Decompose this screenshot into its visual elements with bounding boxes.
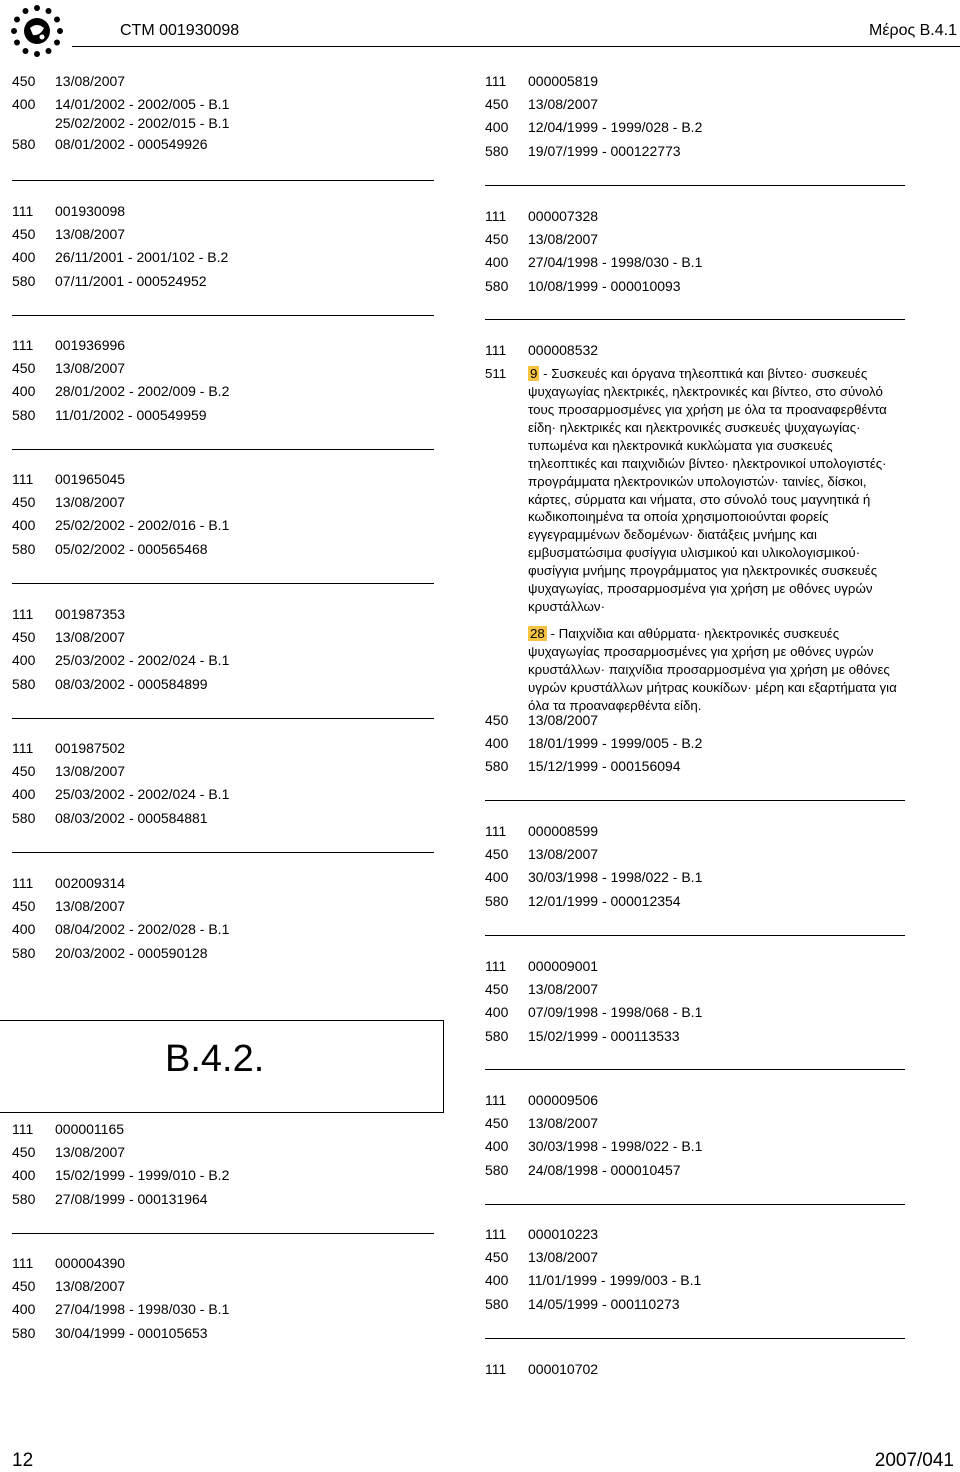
field-code: 450 [12,629,36,646]
section-heading: B.4.2. [165,1038,265,1080]
goods-services-list [485,365,905,723]
field-value: 000007328 [528,208,599,224]
field-code: 580 [12,406,36,423]
field-code: 111 [485,823,507,839]
field-code: 400 [12,652,36,669]
field-value: 002009314 [55,875,126,891]
field-line [485,843,905,866]
field-value: 15/02/1999 - 1999/010 - B.2 [55,1167,230,1184]
field-code: 400 [485,254,509,271]
field-code: 450 [12,1144,36,1161]
field-code: 400 [485,735,509,752]
field-code: 111 [12,606,34,622]
field-code: 111 [485,1361,507,1377]
field-code: 111 [485,73,507,89]
header-divider [72,46,960,47]
field-code: 400 [485,119,509,136]
field-code: 580 [12,1324,36,1341]
field-value: 27/08/1999 - 000131964 [55,1190,208,1207]
field-line [485,1358,905,1381]
field-value: 001930098 [55,203,126,219]
eu-emblem-logo [6,0,68,62]
goods-class-text: - Παιχνίδια και αθύρματα· ηλεκτρονικές συσκευές ψυχαγωγίας προσαρμοσμένες για χρήση με οθόνες υγρών κρυστάλλων· παιχνίδια προσαρμοσμένα για χρήση με οθόνες υγρών κρυστάλλων μήτρας κουκίδων· μέρη και εξαρτήματα για όλα τα προαναφερθέντα είδη. [528,625,897,713]
field-line [485,1001,905,1024]
record-entry [485,1223,905,1316]
section-part-label: Μέρος Β.4.1 [869,22,957,39]
field-line [12,737,434,760]
field-value: 20/03/2002 - 000590128 [55,944,208,961]
field-value: 11/01/2002 - 000549959 [55,406,207,423]
record-entry-continued [485,709,905,779]
field-value: 000005819 [528,73,599,89]
nice-class-badge: 9 [530,366,538,382]
field-code: 400 [485,1004,509,1021]
field-value: 30/03/1998 - 1998/022 - B.1 [528,869,703,886]
field-code: 580 [485,1295,509,1312]
field-value: 000009506 [528,1092,599,1108]
field-code: 580 [12,809,36,826]
field-line [12,1322,434,1345]
field-value: 14/05/1999 - 000110273 [528,1295,680,1312]
field-line [12,918,434,941]
field-code: 580 [485,1027,509,1044]
field-value: 001987502 [55,740,126,756]
field-value: 13/08/2007 [528,1249,599,1266]
field-line [485,1269,905,1292]
field-value: 05/02/2002 - 000565468 [55,540,208,557]
record-entry [485,70,905,163]
field-code: 400 [12,383,36,400]
field-line [12,1164,434,1187]
field-code: 400 [12,249,36,266]
field-code: 400 [485,1138,509,1155]
field-value: 08/04/2002 - 2002/028 - B.1 [55,921,230,938]
field-value: 25/02/2002 - 2002/015 - B.1 [55,115,230,132]
field-code: 111 [12,875,34,891]
field-value: 12/04/1999 - 1999/028 - B.2 [528,119,703,136]
record-entry [12,70,434,157]
field-value: 13/08/2007 [528,96,599,113]
field-code: 400 [12,1167,36,1184]
field-value: 28/01/2002 - 2002/009 - B.2 [55,383,230,400]
field-code: 111 [12,740,34,756]
field-value: 24/08/1998 - 000010457 [528,1161,681,1178]
field-value: 000008532 [528,342,599,358]
field-value: 07/11/2001 - 000524952 [55,272,207,289]
field-value: 30/03/1998 - 1998/022 - B.1 [528,1138,703,1155]
field-code: 580 [485,892,509,909]
field-line [485,205,905,228]
goods-class-paragraph [528,625,905,715]
field-code: 111 [485,958,507,974]
field-code: 400 [12,517,36,534]
field-line [485,1112,905,1135]
field-value: 25/03/2002 - 2002/024 - B.1 [55,786,230,803]
goods-class-text: - Συσκευές και όργανα τηλεοπτικά και βίντεο· συσκευές ψυχαγωγίας ηλεκτρικές, ηλεκτρονικές και βίντεο, στο σύνολό τους προσαρμοσμένες για χρήση με όλα τα προαναφερθέντα είδη· ηλεκτρικές και ηλεκτρονικές συσκευές ψυχαγωγίας· τυπωμένα και ηλεκτρονικά κυκλώματα για συσκευές τηλεοπτικές και παιχνιδιών βίντεο· ηλεκτρονικοί υπολογιστές· προγράμματα ηλεκτρονικών υπολογιστών· ταινίες, δίσκοι, κάρτες, σύρματα και νήματα, στο σύνολό τους μαγνητικά ή κωδικοποιημένα τα οποία χρησιμοποιούνται φορείς εγγεγραμμένων δεδομένων· διατάξεις μνήμης και εμβυσματώσιμα φυσίγγια υλισμικού και υλικολογισμικού· φυσίγγια μνήμης προγράμματος για ηλεκτρονικές συσκευές ψυχαγωγίας, προσαρμοσμένα για χρήση με οθόνες υγρών κρυστάλλων· [528,366,887,614]
field-code: 580 [12,136,36,153]
record-divider [485,185,905,186]
record-entry [485,955,905,1048]
field-code: 111 [485,1226,507,1242]
field-value: 13/08/2007 [55,1144,126,1161]
field-code: 580 [12,272,36,289]
record-entry [485,1358,905,1381]
field-code: 111 [12,471,34,487]
record-divider [485,319,905,320]
field-value: 25/02/2002 - 2002/016 - B.1 [55,517,230,534]
field-code: 400 [12,921,36,938]
field-line [12,133,434,156]
field-code: 580 [12,944,36,961]
field-line [12,468,434,491]
bulletin-issue: 2007/041 [874,1450,954,1471]
field-line [12,1298,434,1321]
field-value: 08/03/2002 - 000584881 [55,809,208,826]
field-line [485,1135,905,1158]
field-value: 13/08/2007 [55,1278,126,1295]
field-value: 13/08/2007 [528,712,599,728]
record-divider [12,718,434,719]
field-line [12,895,434,918]
field-value: 07/09/1998 - 1998/068 - B.1 [528,1004,703,1021]
field-value: 001987353 [55,606,126,622]
field-code [12,114,55,133]
record-entry [485,820,905,913]
field-code: 580 [12,675,36,692]
field-line [12,380,434,403]
record-divider [485,1338,905,1339]
goods-description [528,365,905,723]
field-code: 400 [12,96,36,113]
field-line [12,807,434,830]
field-value: 13/08/2007 [55,629,126,646]
field-line [485,70,905,93]
field-value: 13/08/2007 [55,360,126,377]
field-value: 18/01/1999 - 1999/005 - B.2 [528,735,703,752]
field-value: 13/08/2007 [528,1115,599,1132]
field-line [12,872,434,895]
field-code: 450 [485,1249,509,1266]
field-value: 27/04/1998 - 1998/030 - B.1 [528,254,703,271]
field-code: 580 [12,1190,36,1207]
field-value: 001936996 [55,337,126,353]
record-divider [12,852,434,853]
field-code: 450 [12,898,36,915]
record-divider [485,800,905,801]
record-divider [485,1069,905,1070]
field-code: 450 [12,494,36,511]
field-line [485,251,905,274]
record-entry [12,334,434,427]
field-line [485,116,905,139]
field-code: 111 [12,203,34,219]
field-code: 450 [485,96,509,113]
record-divider [485,1204,905,1205]
field-line [485,1089,905,1112]
field-code: 111 [12,337,34,353]
field-line [485,978,905,1001]
field-code: 580 [12,540,36,557]
field-code: 450 [485,846,509,863]
field-code: 111 [12,1255,34,1271]
field-line [12,673,434,696]
field-line [485,755,905,778]
field-line [485,709,905,732]
field-line [485,955,905,978]
field-code: 400 [485,1272,509,1289]
record-entry [12,468,434,561]
record-divider [12,315,434,316]
field-line [12,603,434,626]
field-code: 450 [12,1278,36,1295]
field-line [485,93,905,116]
page-number: 12 [12,1450,34,1471]
field-code: 580 [485,1161,509,1178]
field-value: 14/01/2002 - 2002/005 - B.1 [55,96,230,113]
field-line [485,1246,905,1269]
field-value: 000008599 [528,823,599,839]
field-line [12,538,434,561]
field-code: 400 [485,869,509,886]
field-value: 13/08/2007 [55,494,126,511]
field-code: 111 [485,342,507,358]
field-line [12,760,434,783]
field-code: 400 [12,1301,36,1318]
nice-class-badge: 28 [530,625,545,641]
field-value: 11/01/1999 - 1999/003 - B.1 [528,1272,702,1289]
field-line [12,1118,434,1141]
field-line [12,93,434,116]
field-line [12,1188,434,1211]
field-code: 111 [485,1092,507,1108]
field-code: 450 [12,763,36,780]
field-value: 13/08/2007 [528,231,599,248]
record-entry [12,1118,434,1211]
field-line [12,404,434,427]
field-value: 13/08/2007 [528,981,599,998]
field-line [485,1025,905,1048]
field-value: 13/08/2007 [55,73,126,89]
field-value: 000001165 [55,1121,125,1137]
field-code: 111 [12,1121,34,1137]
field-line [12,114,434,133]
field-code: 450 [485,231,509,248]
field-line [485,228,905,251]
record-entry [12,872,434,965]
field-value: 19/07/1999 - 000122773 [528,142,681,159]
field-value: 27/04/1998 - 1998/030 - B.1 [55,1301,230,1318]
field-value: 15/12/1999 - 000156094 [528,758,681,775]
field-line [12,514,434,537]
field-code: 450 [12,73,36,89]
record-entry [12,737,434,830]
field-line [12,246,434,269]
field-code: 580 [485,758,509,775]
field-line [12,942,434,965]
field-line [12,1275,434,1298]
field-value: 13/08/2007 [55,763,126,780]
record-divider [12,583,434,584]
field-line [12,200,434,223]
field-line [485,275,905,298]
field-line [12,626,434,649]
field-value: 12/01/1999 - 000012354 [528,892,681,909]
field-line [12,70,434,93]
field-value: 000004390 [55,1255,126,1271]
field-line [485,1223,905,1246]
field-line [485,866,905,889]
field-line [485,820,905,843]
field-value: 13/08/2007 [528,846,599,863]
field-line [12,783,434,806]
field-line [12,491,434,514]
field-value: 08/03/2002 - 000584899 [55,675,208,692]
field-code: 450 [12,226,36,243]
record-entry [12,200,434,293]
field-value: 000010223 [528,1226,599,1242]
record-divider [12,180,434,181]
record-entry [485,205,905,298]
field-line [12,270,434,293]
field-value: 08/01/2002 - 000549926 [55,136,208,153]
field-line [12,223,434,246]
field-line [12,1141,434,1164]
field-value: 10/08/1999 - 000010093 [528,277,681,294]
field-line [485,890,905,913]
record-entry [12,1252,434,1345]
field-code: 511 [485,366,507,382]
document-title: CTM 001930098 [120,22,240,39]
record-divider [12,1233,434,1234]
field-value: 000009001 [528,958,599,974]
field-value: 13/08/2007 [55,898,126,915]
field-value: 25/03/2002 - 2002/024 - B.1 [55,652,230,669]
field-line [485,339,905,362]
field-value: 26/11/2001 - 2001/102 - B.2 [55,249,229,266]
field-line [485,1293,905,1316]
field-line [485,1159,905,1182]
field-code: 400 [12,786,36,803]
field-value: 000010702 [528,1361,599,1377]
record-entry [12,603,434,696]
field-line [12,649,434,672]
record-divider [485,935,905,936]
goods-class-paragraph [528,365,905,616]
field-code: 580 [485,142,509,159]
record-divider [12,449,434,450]
field-code: 580 [485,277,509,294]
field-value: 15/02/1999 - 000113533 [528,1027,680,1044]
record-entry [485,339,905,723]
field-code: 450 [485,981,509,998]
field-line [12,357,434,380]
field-code: 450 [485,1115,509,1132]
field-line [485,140,905,163]
field-value: 13/08/2007 [55,226,126,243]
field-value: 30/04/1999 - 000105653 [55,1324,208,1341]
record-entry [485,1089,905,1182]
field-line [485,732,905,755]
field-value: 001965045 [55,471,126,487]
field-code: 450 [12,360,36,377]
field-code: 111 [485,208,507,224]
field-line [12,1252,434,1275]
field-line [12,334,434,357]
field-code: 450 [485,712,509,728]
